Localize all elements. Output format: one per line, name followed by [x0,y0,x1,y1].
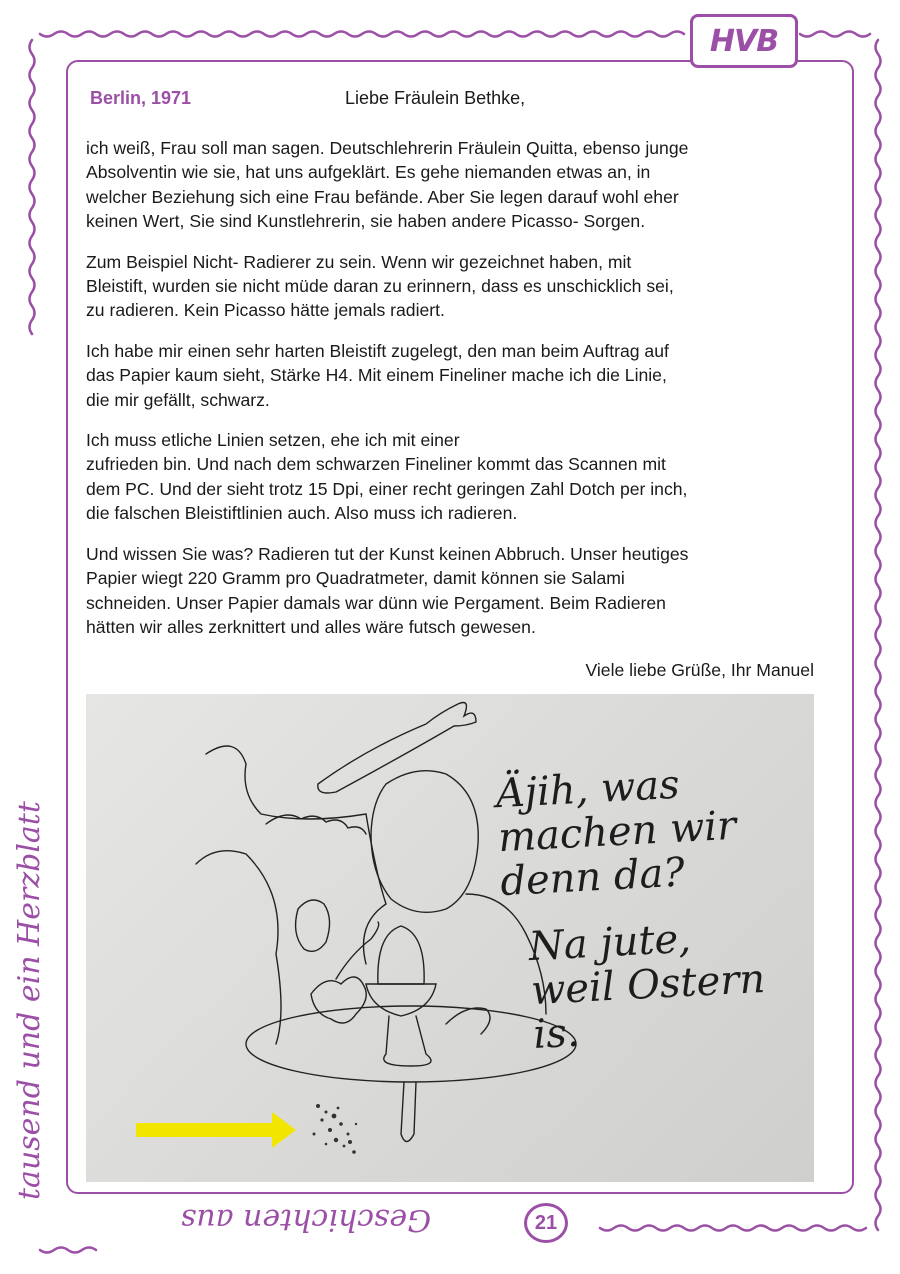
arrow-icon [136,1112,296,1148]
page-number: 21 [524,1203,568,1243]
letter-body [86,136,826,655]
logo-text: HVB [709,23,779,59]
paragraph: Und wissen Sie was? Radieren tut der Kunst keinen Abbruch. Unser heutiges Papier wiegt 220 Gramm pro Quadratmeter, damit können sie Salami schneiden. Unser Papier damals war dünn wie Pergament. Beim Radieren hätten wir alles zerknittert und alles wäre futsch gewesen. [86,543,689,637]
salutation: Liebe Fräulein Bethke, [345,88,526,108]
paragraph: Ich habe mir einen sehr harten Bleistift zugelegt, den man beim Auftrag auf das Papier kaum sieht, Stärke H4. Mit einem Fineliner mache ich die Linie, die mir gefällt, schwarz. [86,340,669,410]
paragraph: Zum Beispiel Nicht- Radierer zu sein. Wenn wir gezeichnet haben, mit Bleistift, wurden sie nicht müde daran zu erinnern, dass es unschicklich sei, zu radieren. Kein Picasso hätte jemals radiert. [86,251,674,321]
side-script-text: tausend und ein Herzblatt [12,801,47,1200]
drawing-photo [86,694,814,1182]
bottom-script-text: Geschichten aus [180,1202,432,1237]
speech-text-1: Äjih, was machen wir denn da? [494,761,738,906]
hvb-logo [690,14,798,68]
letter-header [90,88,820,114]
paragraph: Ich muss etliche Linien setzen, ehe ich mit einer zufrieden bin. Und nach dem schwarzen Fineliner kommt das Scannen mit dem PC. Und der sieht trotz 15 Dpi, einer recht geringen Zahl Dotch per inch, die falschen Bleistiftlinien auch. Also muss ich radieren. [86,430,688,524]
paragraph: ich weiß, Frau soll man sagen. Deutschlehrerin Fräulein Quitta, ebenso junge Absolventin wie sie, hat uns aufgeklärt. Es gehe niemanden etwas an, in welcher Beziehung sich eine Frau befände. Aber Sie legen darauf wohl eher keinen Wert, Sie sind Kunstlehrerin, sie haben andere Picasso- Sorgen. [86,138,689,232]
place-date: Berlin, 1971 [90,88,192,108]
signoff: Viele liebe Grüße, Ihr Manuel [585,660,814,680]
speech-text-2: Na jute, weil Ostern is. [527,915,767,1059]
